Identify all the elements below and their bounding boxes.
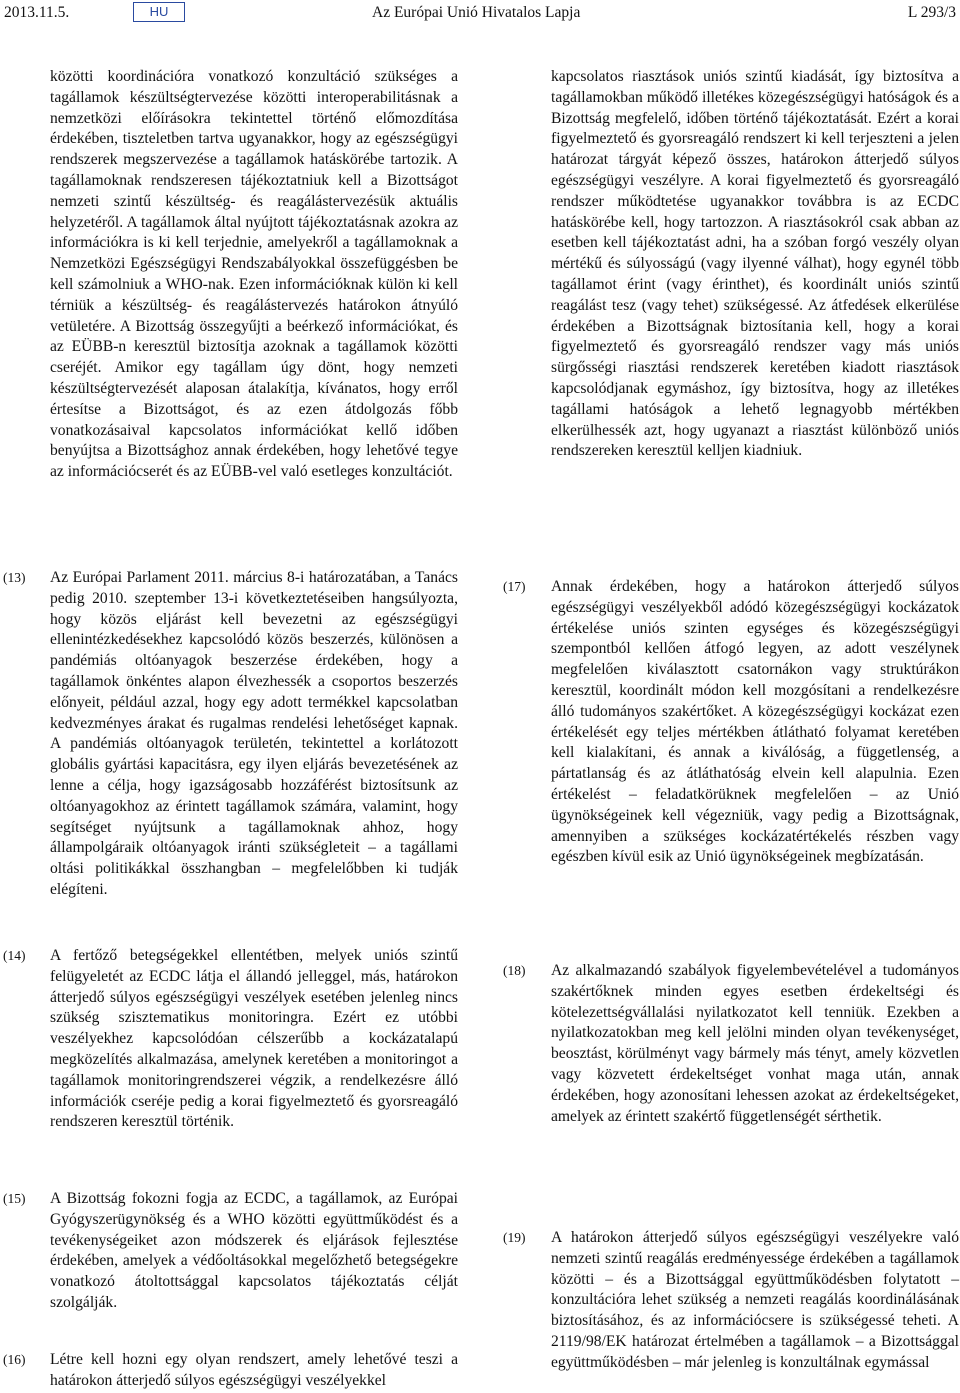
page-number: L 293/3 [907, 4, 956, 21]
recital-text: Az alkalmazandó szabályok figyelembevételével a tudományos szakértőknek minden egyes esetben érdekeltségi és kötelezettségvállalási nyilatkozatot kell tenniük. Ezekben a nyilatkozatokban meg kell jelölni minden olyan tevékenységet, beosztást, körülményt vagy bármely más tényt, amely közvetlen vagy közvetett érdekeltséget vonhat maga után, annak érdekében, hogy azonosítani lehessen azokat az érdekeltségeket, amelyek az érintett szakértő függetlenségét sérthetik. [551, 962, 959, 1125]
recital-text: Annak érdekében, hogy a határokon átterjedő súlyos egészségügyi veszélyekből adódó közegészségügyi kockázatok értékelése uniós szinten egységes és közegészségügyi szempontból kellően átfogó legyen, az adott veszélynek megfelelően kiválasztott csatornákon vagy struktúrákon keresztül, koordinált módon kell mozgósítani a rendelkezésre álló tudományos szakértőket. A közegészségügyi kockázat ezen értékelését egy teljes mértékben átlátható folyamat keretében kell kialakítani, és annak a kiválóság, a függetlenség, a pártatlanság és az átláthatóság elvein kell alapulnia. Ezen értékelést – feladatkörüknek megfelelően – az Unió ügynökségeinek kell végezniük, vagy pedig a Bizottságnak, amennyiben a szükséges kockázatértékelés részben vagy egészben kívül esik az Unió ügynökségeinek megbízatásán. [551, 578, 959, 866]
recital-text: A Bizottság fokozni fogja az ECDC, a tagállamok, az Európai Gyógyszerügynökség és a WHO közötti együttműködést és a tevékenységeiket azon módszerek és eljárások fejlesztése érdekében, amelyek a védőoltásokkal megelőzhető betegségekre vonatkozó átoltottsággal kapcsolatos tájékoztatás célját szolgálják. [50, 1190, 458, 1311]
language-badge: HU [133, 2, 185, 22]
recital-number: (17) [503, 579, 526, 594]
recital-number: (15) [3, 1191, 26, 1206]
recital-number: (13) [3, 570, 26, 585]
right-column-continuation: kapcsolatos riasztások uniós szintű kiadását, így biztosítva a tagállamokban működő illetékes közegészségügyi hatóságok és a Bizottság megfelelő, időben történő tájékoztatását. Ezért a korai figyelmeztető és gyorsreagáló rendszert ki kell terjeszteni a jelen határozat tárgyát képező összes, határokon átterjedő súlyos egészségügyi veszélyre. A korai figyelmeztető és gyorsreagáló rendszer működtetése ugyanakkor továbbra is az ECDC hatáskörébe kell, hogy tartozzon. A riasztásokról csak abban az esetben kell tájékoztatást adni, ha a szóban forgó veszély olyan mértékű és súlyosságú (vagy ilyenné válhat), hogy egynél több tagállamot érint (vagy érinthet), és koordinált uniós szintű reagálást tesz (vagy tehet) szükségessé. Az átfedések elkerülése érdekében a Bizottságnak biztosítania kell, hogy a korai figyelmeztető és gyorsreagáló rendszer vagy más uniós sürgősségi riasztási rendszerek keretében kiadott riasztások kapcsolódjanak egymáshoz, így biztosítva, hogy az illetékes tagállami hatóságok a lehető legnagyobb mértékben elkerülhessék azt, hogy ugyanazt a riasztást különböző uniós rendszereken keresztül kelljen kiadniuk. [551, 68, 959, 460]
recital-number: (16) [3, 1352, 26, 1367]
page-header [0, 0, 960, 26]
recital-number: (18) [503, 963, 526, 978]
recital-number: (19) [503, 1230, 526, 1245]
recital-text: A határokon átterjedő súlyos egészségügyi veszélyekre való nemzeti szintű reagálás eredményessége érdekében a tagállamok közötti – és a Bizottsággal együttműködésben folytatott – konzultációra lehet szükség a nemzeti reagálás koordinálásának biztosításához, és az információcsere is szükségessé teheti. A 2119/98/EK határozat értelmében a tagállamok – a Bizottsággal együttműködésben – már jelenleg is konzultálnak egymással [551, 1229, 959, 1371]
recital-text: Az Európai Parlament 2011. március 8-i határozatában, a Tanács pedig 2010. szeptember 13-i következtetéseiben hangsúlyozta, hogy közös eljárást kell bevezetni az egészségügyi ellenintézkedésekhez kapcsolódó közös beszerzés, különösen a pandémiás oltóanyagok beszerzése érdekében, hogy a tagállamok önkéntes alapon élvezhessék a csoportos beszerzés előnyeit, például azzal, hogy egy adott termékkel kapcsolatban kedvezményes árakat és rugalmas rendelési lehetőséget kapnak. A pandémiás oltóanyagok területén, tekintettel a korlátozott globális gyártási kapacitásra, egy ilyen eljárás bevezetésének az lenne a célja, hogy igazságosabb hozzáférést biztosítsunk az oltóanyagokhoz az érintett tagállamok számára, valamint, hogy segítséget nyújtsunk a tagállamoknak ahhoz, hogy állampolgáraik oltóanyagok iránti szükségleteit – a tagállami oltási politikákkal összhangban – megfelelőbben ki tudják elégíteni. [50, 569, 458, 898]
recital-text: Létre kell hozni egy olyan rendszert, amely lehetővé teszi a határokon átterjedő súlyos egészségügyi veszélyekkel [50, 1351, 458, 1389]
recital-number: (14) [3, 948, 26, 963]
recital-text: A fertőző betegségekkel ellentétben, melyek uniós szintű felügyeletét az ECDC látja el állandó jelleggel, más, határokon átterjedő súlyos egészségügyi veszélyek esetében jelenleg nincs szükség szisztematikus monitoringra. Ezért ez utóbbi veszélyekhez kapcsolódóan célszerűbb a kockázatalapú megközelítés alkalmazása, amelynek keretében a monitoringot a tagállamok monitoringrendszerei végzik, a rendelkezésre álló információk cseréje pedig a korai figyelmeztető és gyorsreagáló rendszeren keresztül történik. [50, 947, 458, 1131]
left-column-continuation: közötti koordinációra vonatkozó konzultáció szükséges a tagállamok készültségtervezése közötti interoperabilitásnak a nemzetközi előírásokra tekintettel történő előmozdítása érdekében, tiszteletben tartva ugyanakkor, hogy az egészségügyi rendszerek megszervezése a tagállamok hatáskörébe tartozik. A tagállamoknak rendszeresen tájékoztatniuk kell a Bizottságot nemzeti szintű készültség- és reagálástervezésük aktuális helyzetéről. A tagállamok által nyújtott tájékoztatásnak azokra az információkra is ki kell terjednie, amelyekről a tagállamoknak a Nemzetközi Egészségügyi Rendszabályokkal összefüggésben be kell számolniuk a WHO-nak. Ezen információknak külön ki kell térniük a készültség- és reagálástervezés határokon átnyúló vetületére. A Bizottság összegyűjti a beérkező információkat, és az EÜBB-n keresztül biztosítja azoknak a tagállamok közötti cseréjét. Amikor egy tagállam úgy dönt, hogy nemzeti készültségtervezését alaposan átalakítja, kívánatos, hogy erről értesítse a Bizottságot, és az ezen átdolgozás főbb vonatkozásaival kapcsolatos információkat kellő időben benyújtsa a Bizottsághoz annak érdekében, hogy lehetővé tegye az információcserét és az EÜBB-vel való esetleges konzultációt. [50, 68, 458, 481]
publication-date: 2013.11.5. [4, 4, 70, 21]
journal-title: Az Európai Unió Hivatalos Lapja [372, 4, 581, 21]
